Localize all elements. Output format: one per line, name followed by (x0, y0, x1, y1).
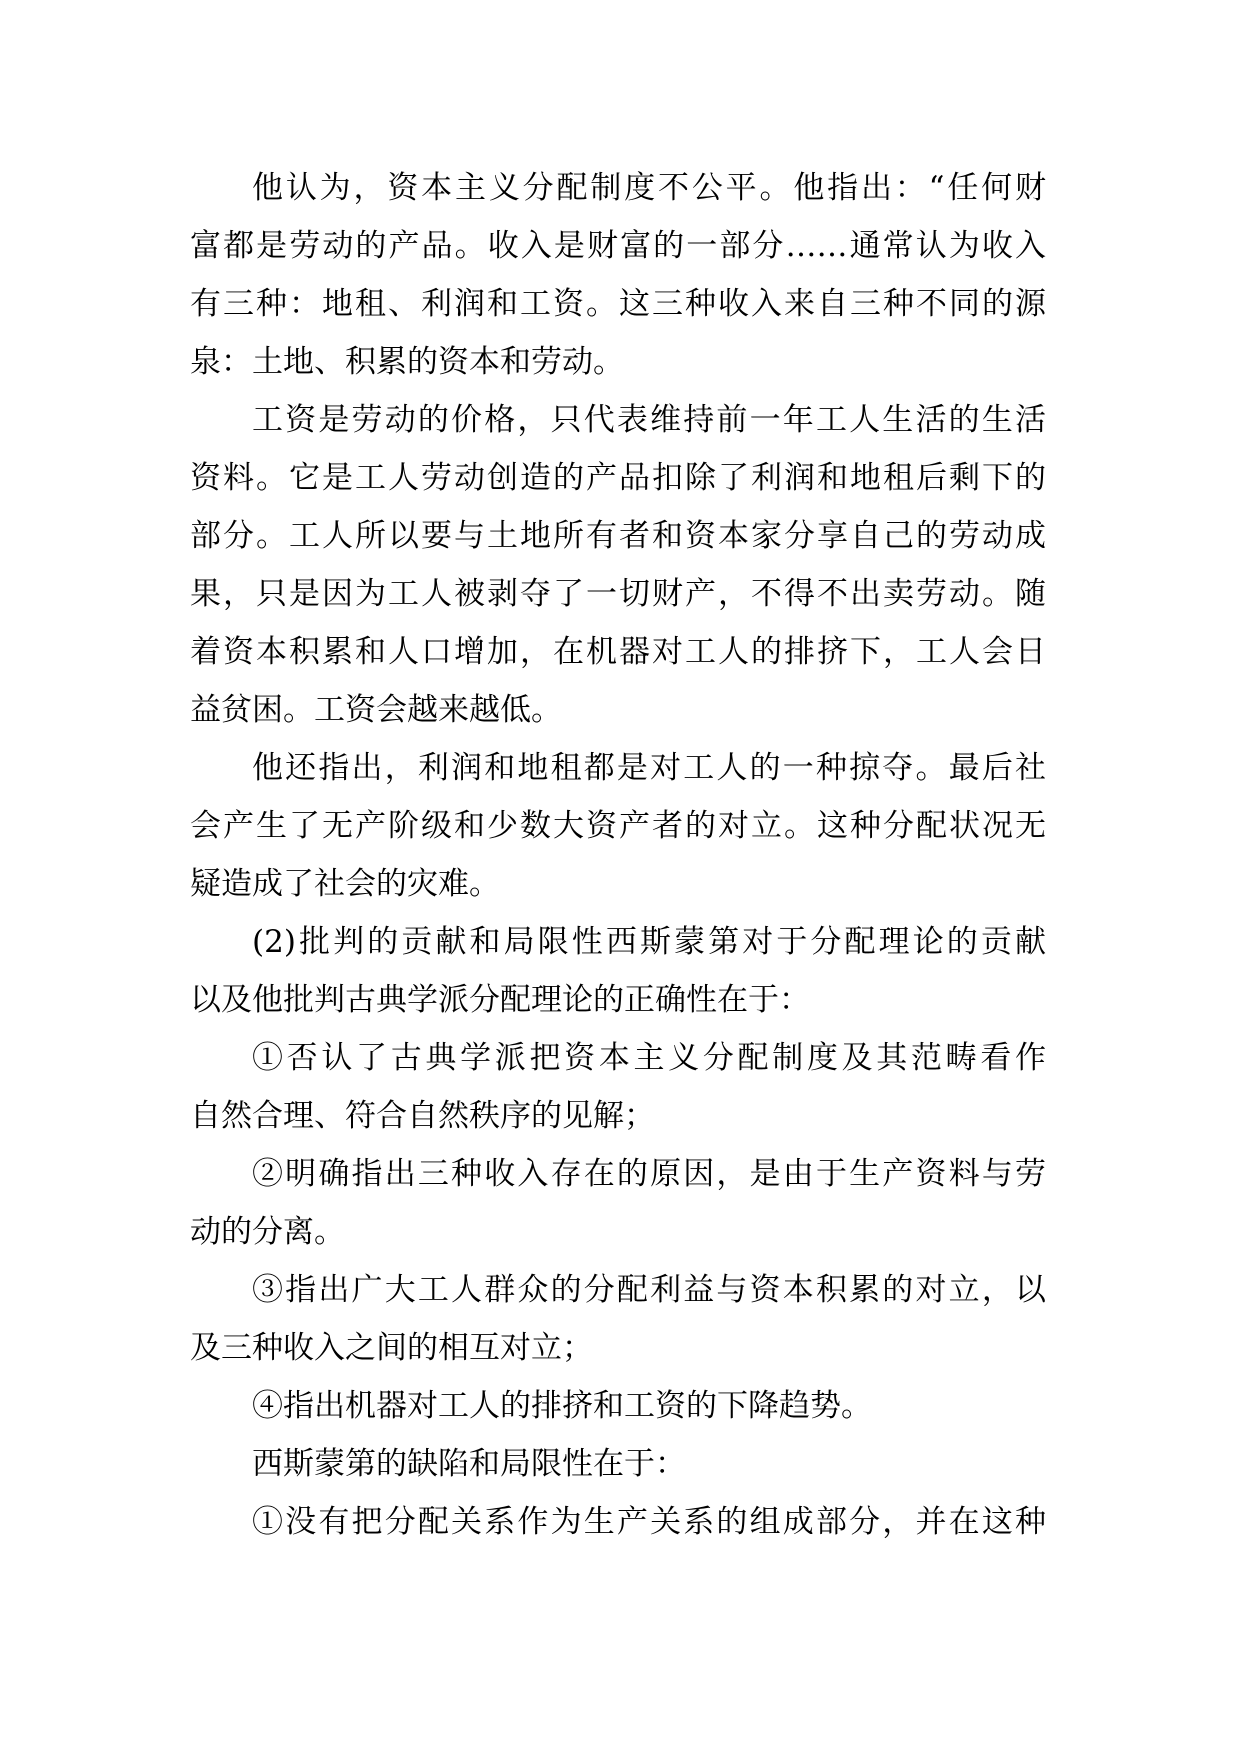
text-line: ①否认了古典学派把资本主义分配制度及其范畴看作 (252, 1040, 1046, 1076)
text-line: 果，只是因为工人被剥夺了一切财产，不得不出卖劳动。随 (190, 576, 1046, 612)
text-line: 会产生了无产阶级和少数大资产者的对立。这种分配状况无 (190, 808, 1046, 844)
text-line: ②明确指出三种收入存在的原因，是由于生产资料与劳 (252, 1156, 1046, 1192)
text-line: 他认为，资本主义分配制度不公平。他指出：“任何财 (252, 170, 1046, 206)
text-line: ③指出广大工人群众的分配利益与资本积累的对立，以 (252, 1272, 1046, 1308)
text-line: 着资本积累和人口增加，在机器对工人的排挤下，工人会日 (190, 634, 1046, 670)
text-line: (2)批判的贡献和局限性西斯蒙第对于分配理论的贡献 (252, 924, 1046, 960)
text-line: 自然合理、符合自然秩序的见解； (190, 1098, 655, 1134)
text-line: 疑造成了社会的灾难。 (190, 866, 500, 902)
text-line: ①没有把分配关系作为生产关系的组成部分，并在这种 (252, 1504, 1046, 1540)
text-line: 工资是劳动的价格，只代表维持前一年工人生活的生活 (252, 402, 1046, 438)
text-line: 西斯蒙第的缺陷和局限性在于： (252, 1446, 686, 1482)
text-line: 泉：土地、积累的资本和劳动。 (190, 344, 624, 380)
text-line: 有三种：地租、利润和工资。这三种收入来自三种不同的源 (190, 286, 1046, 322)
text-line: 他还指出，利润和地租都是对工人的一种掠夺。最后社 (252, 750, 1046, 786)
text-line: 以及他批判古典学派分配理论的正确性在于： (190, 982, 810, 1018)
text-line: 动的分离。 (190, 1214, 345, 1250)
text-line: 部分。工人所以要与土地所有者和资本家分享自己的劳动成 (190, 518, 1046, 554)
text-line: ④指出机器对工人的排挤和工资的下降趋势。 (252, 1388, 872, 1424)
text-line: 资料。它是工人劳动创造的产品扣除了利润和地租后剩下的 (190, 460, 1046, 496)
text-line: 益贫困。工资会越来越低。 (190, 692, 562, 728)
text-line: 及三种收入之间的相互对立； (190, 1330, 593, 1366)
text-line: 富都是劳动的产品。收入是财富的一部分……通常认为收入 (190, 228, 1046, 264)
